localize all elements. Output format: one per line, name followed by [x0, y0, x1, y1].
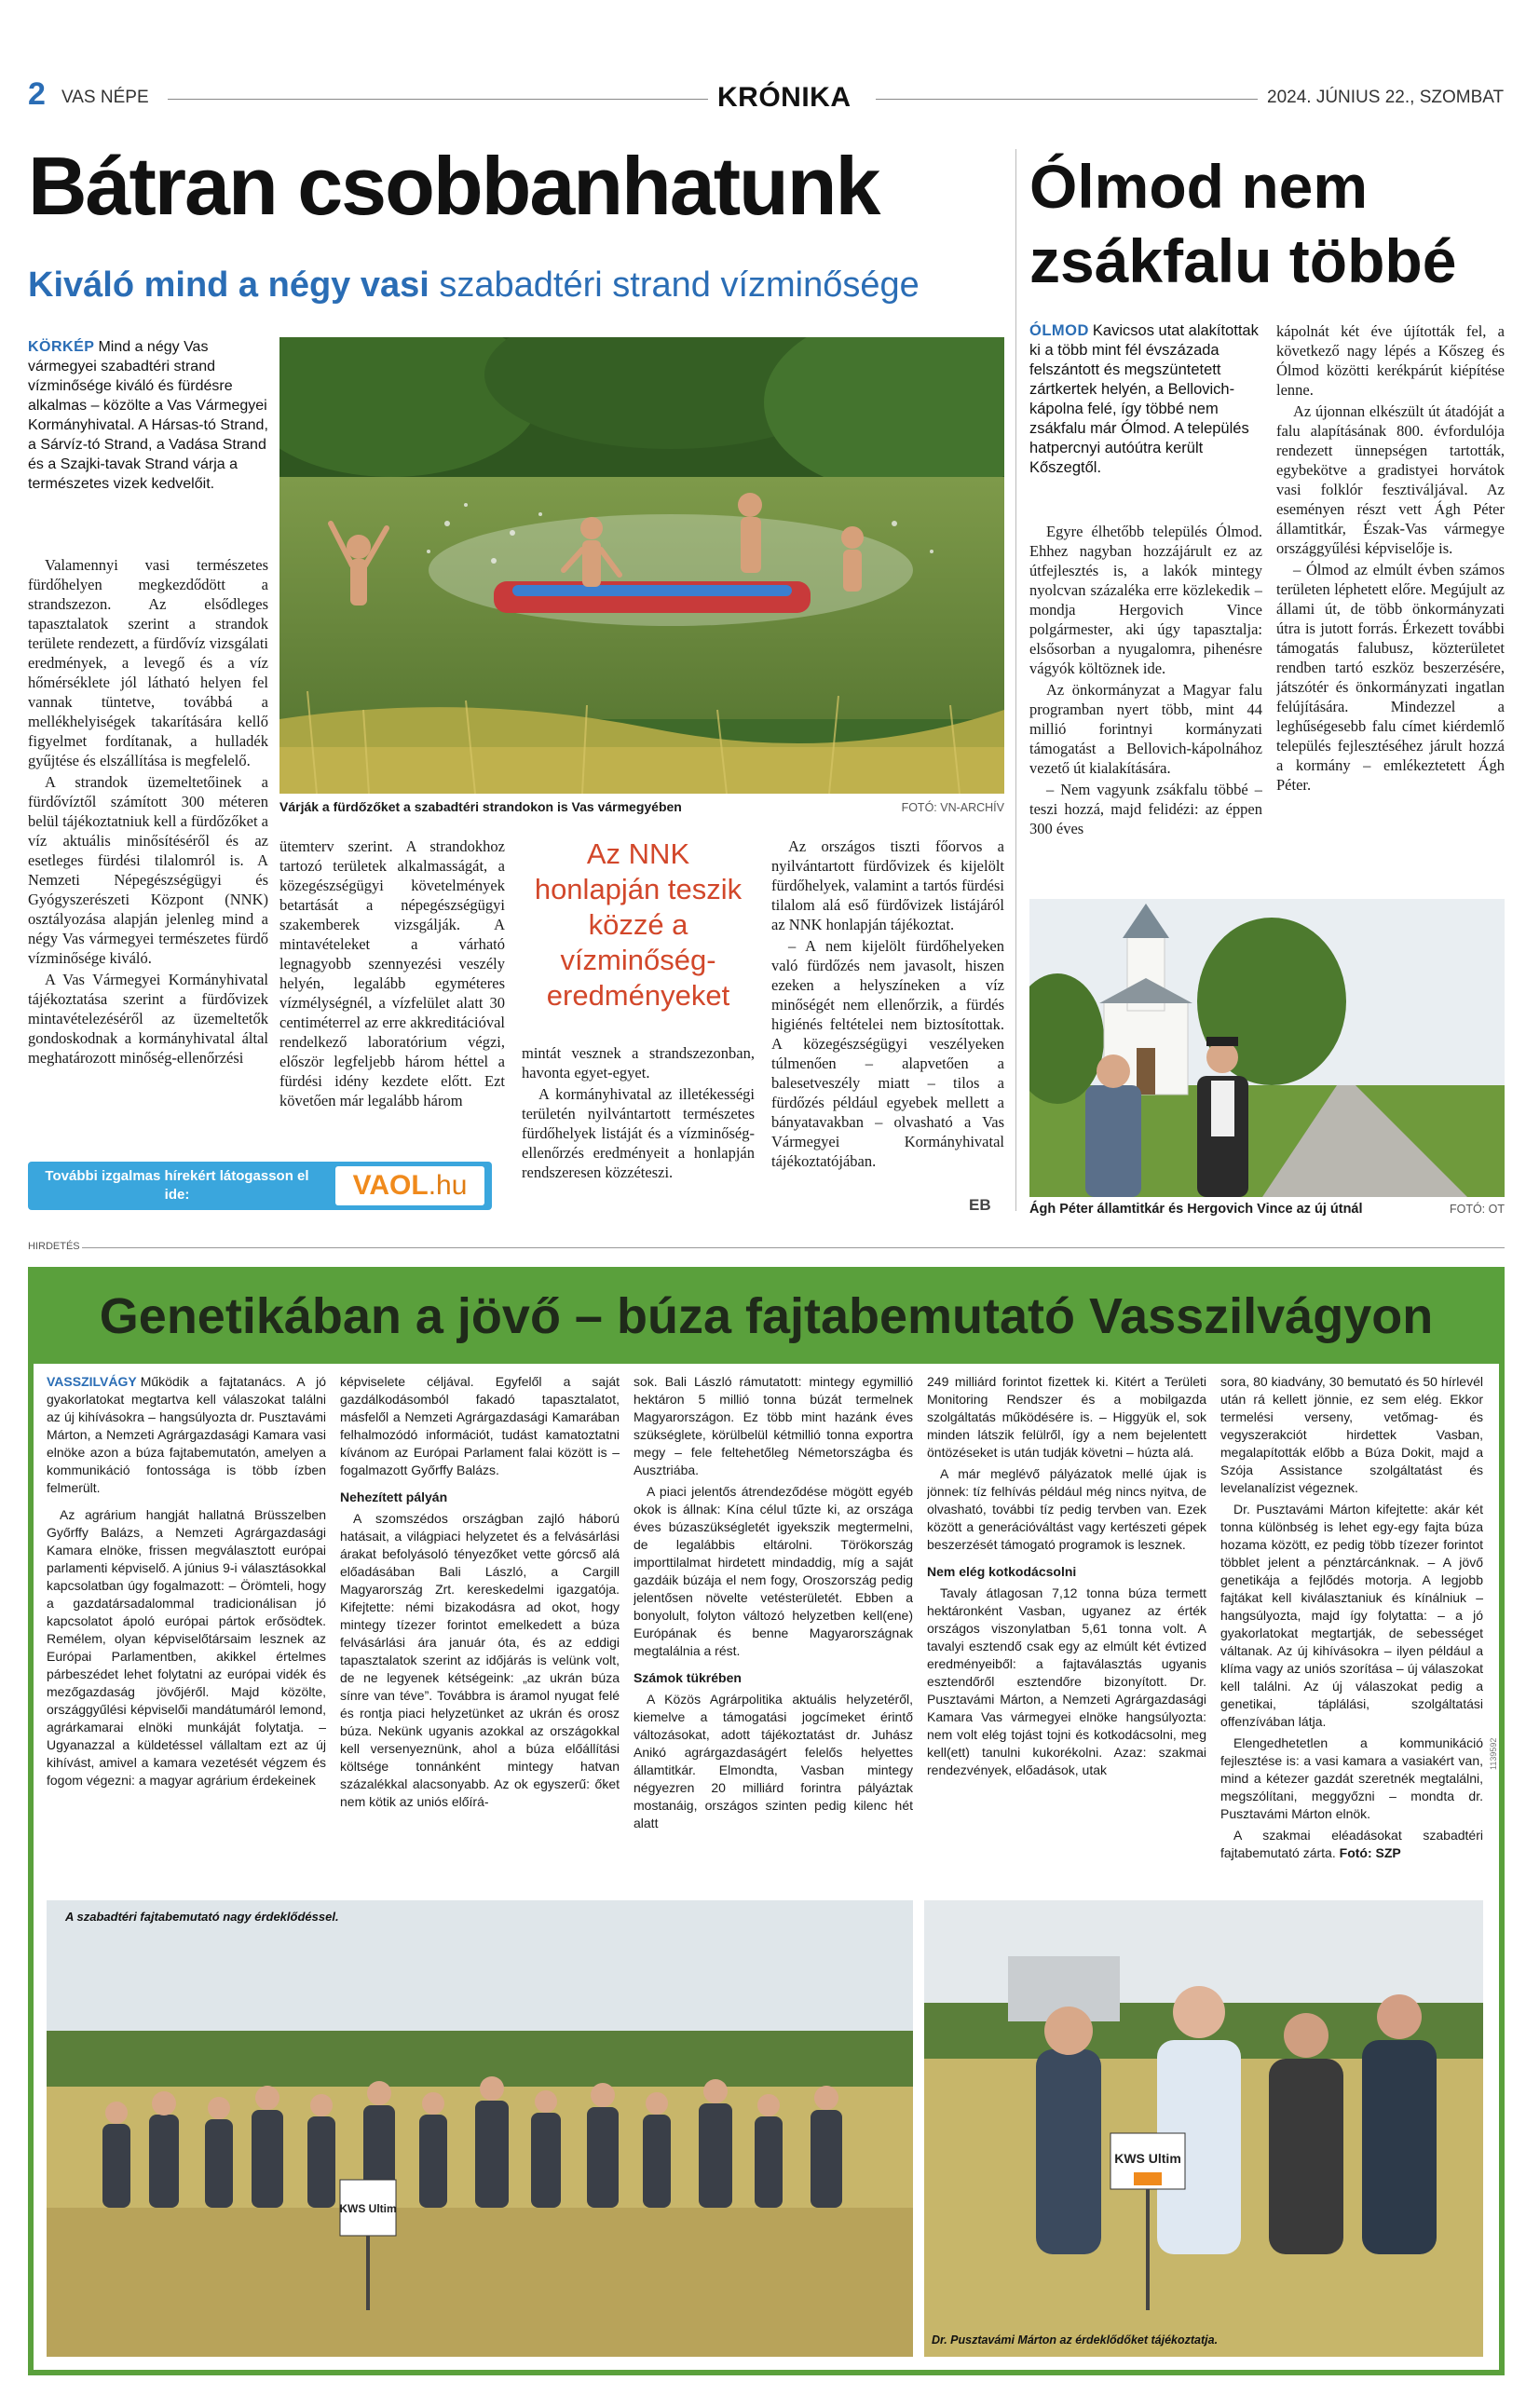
column-divider	[1015, 149, 1016, 1211]
paragraph: ütemterv szerint. A strandokhoz tartozó területek alkalmasságát, a közegészségügyi követelmények betartását a népegészségügyi szakemberek vizsgálják. A mintavételeket a várható legnagyobb szennyezési veszély helyén, legalább egyméteres vízmélységnél, a vízfelület alatt 30 centiméterrel az erre akkreditációval rendelkező laboratórium végzi, először legfeljebb három héttel a fürdési idény kezdete előtt. Ezt követően már legalább három	[279, 837, 505, 1109]
header-rule-left	[168, 99, 708, 100]
vaol-promo[interactable]	[28, 1162, 492, 1210]
promo-brand-tld: .hu	[428, 1170, 468, 1201]
paragraph: A strandok üzemeltetőinek a fürdővíztől számított 300 méteren belül tájékoztatniuk kell a fürdőzőket a víz aktuális minősítéséről és az esetleges fürdési tilalomról is. A Nemzeti Népegészségügyi és Gyógyszerészeti Központ (NNK) osztályozása alapján jelenleg mind a négy Vas vármegyei természetes fürdő vízminősége kiváló.	[28, 773, 268, 967]
paragraph: sok. Bali László rámutatott: mintegy egymillió hektáron 5 millió tonna búzát termelnek Magyarországon. Ez több mint hazánk éves szükséglete, körülbelül kétmillió tonna exportra megy – fele feltehetőleg Németországba és Ausztriába.	[634, 1374, 913, 1477]
ad-subheading: Számok tükrében	[634, 1670, 742, 1685]
side-article-col1	[1029, 522, 1262, 885]
paragraph	[47, 1373, 326, 1497]
page-header	[28, 76, 1505, 119]
paragraph: A már meglévő pályázatok mellé újak is jönnek: tíz felhívás például még nincs nyitva, de olvasható, további tíz pedig tervben van. Ezek között a generációváltást vagy kertészeti gépek beszerzését támogató programok is lesznek.	[927, 1466, 1206, 1552]
promo-brand-name: VAOL	[352, 1170, 429, 1201]
ad-kicker: VASSZILVÁGY	[47, 1374, 137, 1389]
main-photo-caption: Várják a fürdőzőket a szabadtéri strandokon is Vas vármegyében	[279, 799, 682, 814]
ad-subheading: Nehezített pályán	[340, 1490, 448, 1504]
main-article-col1	[28, 555, 268, 1151]
main-kicker: KÖRKÉP	[28, 339, 95, 355]
side-article-col2	[1276, 321, 1505, 885]
paragraph: A piaci jelentős átrendeződése mögött egyéb okok is állnak: Kína célul tűzte ki, az országa éves búzaszükségletét igyekszik megtermelni, de legalábbis eltárolni. Törökország importtilalmat hirdetett mindaddig, míg a saját gazdáik búzája el nem fogy, Oroszország pedig jelentősen növelte vetésterületét. Ebben a bonyolult, folyton változó helyzetben kell(ene) Európának és benne Magyarországnak megtalálnia a rést.	[634, 1484, 913, 1658]
paper-name: VAS NÉPE	[61, 88, 149, 107]
pullquote: Az NNK honlapján teszik közzé a vízminőség-eredményeket	[534, 837, 743, 1012]
ad-intro-text: Működik a fajtatanács. A jó gyakorlatokat megtartva kell válaszokat találni az új kihívásokra – hangsúlyozta dr. Pusztavámi Márton, a Nemzeti Agrárgazdasági Kamara vasi elnöke azon a búza fajtabemutatón, amelyen a kommunikáció fontossága is több ízben felmerült.	[47, 1374, 326, 1495]
paragraph: Egyre élhetőbb település Ólmod. Ehhez nagyban hozzájárult ez az útfejlesztés is, a lakók mintegy nyolcvan százaléka erre közlekedik – mondja Hergovich Vince polgármester, aki úgy tapasztalja: elsősorban a nyugalomra, pihenésre vágyók költöznek ide.	[1029, 523, 1262, 677]
ad-photo1-caption: A szabadtéri fajtabemutató nagy érdeklődéssel.	[65, 1910, 339, 1924]
header-rule-right	[876, 99, 1258, 100]
paragraph: Dr. Pusztavámi Márton kifejtette: akár két tonna különbség is lehet egy-egy fajta búza hozama között, ez pedig több tízezer forintot többlet jelent a pénztárcánknak. – A jövő genetikája a fejlődés motorja. A legjobb fajtákat kell kiválasztaniuk és kínálniuk – hangsúlyozta, majd így folytatta: – a jó gyakorlatokat megtartják, de sebességet váltanak. Az új kihívásokra – ilyen például a klíma vagy az uniós szorítása – új válaszokat kell találni. Az új válaszokat pedig a genetikai, táplálási, szolgáltatási offenzívában látja.	[1220, 1502, 1483, 1729]
ad-col2	[340, 1373, 620, 1904]
promo-brand[interactable]	[335, 1166, 484, 1205]
paragraph: Valamennyi vasi természetes fürdőhelyen megkezdődött a strandszezon. Az elsődleges tapasztalatok szerint a strandok területe rendezett, a fürdővíz vizsgálati eredmények, a levegő és a víz hőmérséklete jól látható helyen fel vannak tüntetve, továbbá a mellékhelyiségek takarítására kellő figyelmet fordítanak, a hulladék gyűjtése és elszállítása is megfelelő.	[28, 556, 268, 769]
ad-col4	[927, 1373, 1206, 1904]
ad-title-bar	[34, 1272, 1499, 1364]
side-lead-text: Kavicsos utat alakítottak ki a több mint fél évszázada felszántott és megszüntetett zártkertek helyén, a Bellovich-kápolna felé, így többé nem zsákfalu már Ólmod. A település hatpercnyi autóútra került Kőszegtől.	[1029, 322, 1259, 476]
subtitle-strong: Kiváló mind a négy vasi	[28, 265, 429, 305]
paragraph: – Nem vagyunk zsákfalu többé – teszi hozzá, majd felidézi: az éppen 300 éves	[1029, 781, 1262, 837]
presenter-sign-text: KWS Ultim	[1114, 2151, 1181, 2166]
paragraph: Az agrárium hangját hallatná Brüsszelben Győrffy Balázs, a Nemzeti Agrárgazdasági Kamara elnöke, frissen megválasztott európai parlamenti képviselő. A június 9-i választásokkal kapcsolatban úgy fogalmazott: – Örömteli, hogy a gazdatársadalommal tradicionálisan jó kapcsolatot ápoló európai pártok erősödtek. Remélem, olyan képviselőtársaim lesznek az Európai Parlamentben, akikkel értelmes párbeszédet lehet folytatni az európai vidék és mezőgazdaság jövőjéről. Majd közölte, országgyűlési képviselői mandátumáról lemond, agrárkamarai elnöki munkáját folytatja. – Ugyanazzal a küldetéssel vállaltam ezt az új kihívást, amivel a kamara vezetését végzem és fogom végezni: a magyar agrárium érdekeinek	[47, 1507, 326, 1788]
paragraph: A Közös Agrárpolitika aktuális helyzetéről, kiemelve a támogatási jogcímeket érintő változásokat, adott tájékoztatást dr. Juhász Anikó agrárgazdaságért felelős helyettes államtitkár. Elmondta, Vasban mintegy négyezren 20 milliárd forintra pályáztak mostanáig, országos szinten pedig kilenc hét alatt	[634, 1692, 913, 1830]
main-article-col3	[522, 1043, 755, 1230]
ad-photo-crowd	[47, 1900, 913, 2357]
chapel-road-illustration	[1029, 899, 1505, 1197]
subtitle-light: szabadtéri strand vízminősége	[439, 265, 920, 305]
swimmers-illustration	[279, 337, 1004, 794]
ad-label: HIRDETÉS	[28, 1241, 80, 1252]
paragraph: A szomszédos országban zajló háború hatásait, a világpiaci helyzetet és a felvásárlási árakat befolyásoló tényezőket vette górcső alá előadásában Bali László, a Cargill Magyarország Zrt. kereskedelmi igazgatója. Kifejtette: némi bizakodásra ad okot, hogy mintegy tízezer forintot emelkedett a búza felvásárlási ára január óta, és az eddigi tapasztalatok szerint az időjárás is velünk volt, de ne legyenek kétségeink: „az ukrán búza sínre van téve”. Továbbra is áramol nyugat felé és rontja piaci helyzetünket az ukrán és orosz búza. Nekünk ugyanis azokkal az országokkal kell versenyeznünk, ahol a búza előállítási költsége tonnánként mintegy hatvan százalékkal alacsonyabb. Az ok egyszerű: őket nem kötik az uniós előírá-	[340, 1511, 620, 1809]
paragraph: – A nem kijelölt fürdőhelyeken való fürdőzés nem javasolt, hiszen ezeken a helyszíneken a víz minőségét nem ellenőrzik, a fürdés higiénés feltételei nem biztosítottak. A közegészségügyi veszélyeken túlmenően – alapvetően a balesetveszély miatt – tilos a fürdőzés például egyebek mellett a bányatavakban – olvasható a Vas Vármegyei Kormányhivatal tájékoztatójában.	[771, 937, 1004, 1170]
paragraph: 249 milliárd forintot fizettek ki. Kitért a Területi Monitoring Rendszer és a mobilgazda szolgáltatás működésére is. – Higgyük el, sok minden látszik felülről, így a nem bejelentett öntözéseket is után tudják követni – húzta alá.	[927, 1374, 1206, 1460]
main-photo-credit: FOTÓ: VN-ARCHÍV	[901, 801, 1004, 814]
paragraph: Tavaly átlagosan 7,12 tonna búza termett hektáronként Vasban, ugyanez az érték országos viszonylatban 5,61 tonna volt. A tavalyi esztendő csak egy az elmúlt két évtized eredményeiből: a fajtaválasztás ugyanis esztendőről esztendőre bizonyított. Dr. Pusztavámi Márton, a Nemzeti Agrárgazdasági Kamara Vas vármegyei elnöke hangsúlyozta: nem volt elég tojást tojni és kotkodácsolni, meg kell(ett) tanulni kukorékolni. Azaz: szakmai rendezvények, előadások, utak	[927, 1585, 1206, 1777]
main-photo	[279, 337, 1004, 794]
ad-col5	[1220, 1373, 1483, 1904]
ad-side-code: 1139592	[1489, 1737, 1498, 1770]
main-article-col4	[771, 837, 1004, 1209]
paragraph: képviselete céljával. Egyfelől a saját gazdálkodásomból fakadó tapasztalatot, másfelől a Nemzeti Agrárgazdasági Kamarában felhalmozódó információt, tudást kamatoztatni kívánom az Európai Parlament falai között is – fogalmazott Győrffy Balázs.	[340, 1374, 620, 1477]
promo-text: További izgalmas hírekért látogasson el ide:	[45, 1168, 309, 1203]
main-article-subtitle	[28, 265, 920, 306]
paragraph: mintát vesznek a strandszezonban, havonta egyet-egyet.	[522, 1044, 755, 1082]
crowd-sign-text: KWS Ultim	[339, 2202, 397, 2215]
section-name: KRÓNIKA	[717, 82, 852, 113]
closing-text: A szakmai eléadásokat szabadtéri fajtabemutató zárta.	[1220, 1828, 1483, 1860]
paragraph: Az országos tiszti főorvos a nyilvántartott fürdővizek és kijelölt fürdőhelyek, valamint a tartós fürdési tilalom alá eső fürdővizek listájáról az NNK honlapján tájékoztat.	[771, 837, 1004, 933]
paragraph: Elengedhetetlen a kommunikáció fejlesztése is: a vasi kamara a vasiakért van, mind a kétezer gazdát szeretnék megtalálni, megszólítani, meggyőzni – mondta dr. Pusztavámi Márton elnök.	[1220, 1735, 1483, 1821]
paragraph: A kormányhivatal az illetékességi területén nyilvántartott természetes fürdőhelyek listáját és a vízminőség-ellenőrzés eredményeit a honlapján rendszeresen közzéteszi.	[522, 1085, 755, 1181]
side-photo	[1029, 899, 1505, 1197]
side-photo-credit: FOTÓ: OT	[1449, 1203, 1505, 1216]
ad-col3	[634, 1373, 913, 1904]
side-kicker: ÓLMOD	[1029, 322, 1089, 339]
crowd-field-illustration	[47, 1900, 913, 2357]
paragraph: sora, 80 kiadvány, 30 bemutató és 50 hírlevél után rá kellett jönnie, ez sem elég. Ekkor termelési verseny, vetőmag- és vegyszerakciót hirdettek Vasban, megalapították előbb a Búza Dokit, majd a Szója Assistance szolgáltatást és levelanalízist végeznek.	[1220, 1374, 1483, 1495]
ad-title: Genetikában a jövő – búza fajtabemutató Vasszilvágyon	[99, 1288, 1434, 1344]
main-lead-text: Mind a négy Vas vármegyei szabadtéri strand vízminősége kiváló és fürdésre alkalmas – közölte a Vas Vármegyei Kormányhivatal. A Hársas-tó Strand, a Sárvíz-tó Strand, a Vadása Strand és a Szajki-tavak Strand várja a természetes vizek kedvelőit.	[28, 339, 268, 492]
main-article-col2	[279, 837, 505, 1153]
paragraph: – Ólmod az elmúlt évben számos területen léphetett előre. Megújult az állami út, de több önkormányzati útra is jutott forrás. Érkezett további támogatás falubusz, közterületet rendben tartó eszköz beszerzésére, játszótér és önkormányzati ingatlan felújítására. Mindezzel a leghűségesebb falu címet kiérdemlő település fejlesztéséhez járult hozzá a kormány – emlékeztetett Ágh Péter.	[1276, 561, 1505, 794]
paragraph	[1220, 1827, 1483, 1862]
page-number: 2	[28, 76, 46, 112]
ad-subheading: Nem elég kotkodácsolni	[927, 1564, 1077, 1579]
page-date: 2024. JÚNIUS 22., SZOMBAT	[1267, 88, 1505, 107]
paragraph: Az önkormányzat a Magyar falu programban nyert több, mint 44 millió forintnyi kormányzati támogatást a Bellovich-kápolnához vezető út kialakítására.	[1029, 681, 1262, 777]
presenter-field-illustration	[924, 1900, 1483, 2357]
ad-photo2-caption: Dr. Pusztavámi Márton az érdeklődőket tájékoztatja.	[932, 2333, 1219, 2347]
author-signature: EB	[969, 1196, 991, 1214]
side-article-lead	[1029, 321, 1262, 478]
paragraph: kápolnát két éve újították fel, a következő nagy lépés a Kőszeg és Ólmod közötti kerékpárút kiépítése lenne.	[1276, 322, 1505, 399]
ad-credit: Fotó: SZP	[1339, 1845, 1401, 1860]
paragraph: Az újonnan elkészült út átadóját a falu alapításának 800. évfordulója rendezett ünnepségen tartották, egybekötve a gradistyei horvátok vasi folklór fesztiváljával. Az eseményen részt vett Ágh Péter államtitkár, Észak-Vas vármegye országgyűlési képviselője is.	[1276, 402, 1505, 557]
ad-col1	[47, 1373, 326, 1904]
side-article-title: Ólmod nem zsákfalu többé	[1029, 152, 1457, 295]
paragraph: A Vas Vármegyei Kormányhivatal tájékoztatása szerint a fürdővizek mintavételezéséről az üzemeltetők gondoskodnak a kormányhivatal által meghatározott minőség-ellenőrzési	[28, 971, 268, 1067]
main-article-lead	[28, 337, 268, 494]
ad-photo-presenter	[924, 1900, 1483, 2357]
main-article-title: Bátran csobbanhatunk	[28, 140, 879, 232]
ad-separator	[82, 1247, 1505, 1248]
side-photo-caption: Ágh Péter államtitkár és Hergovich Vince az új útnál	[1029, 1202, 1363, 1217]
